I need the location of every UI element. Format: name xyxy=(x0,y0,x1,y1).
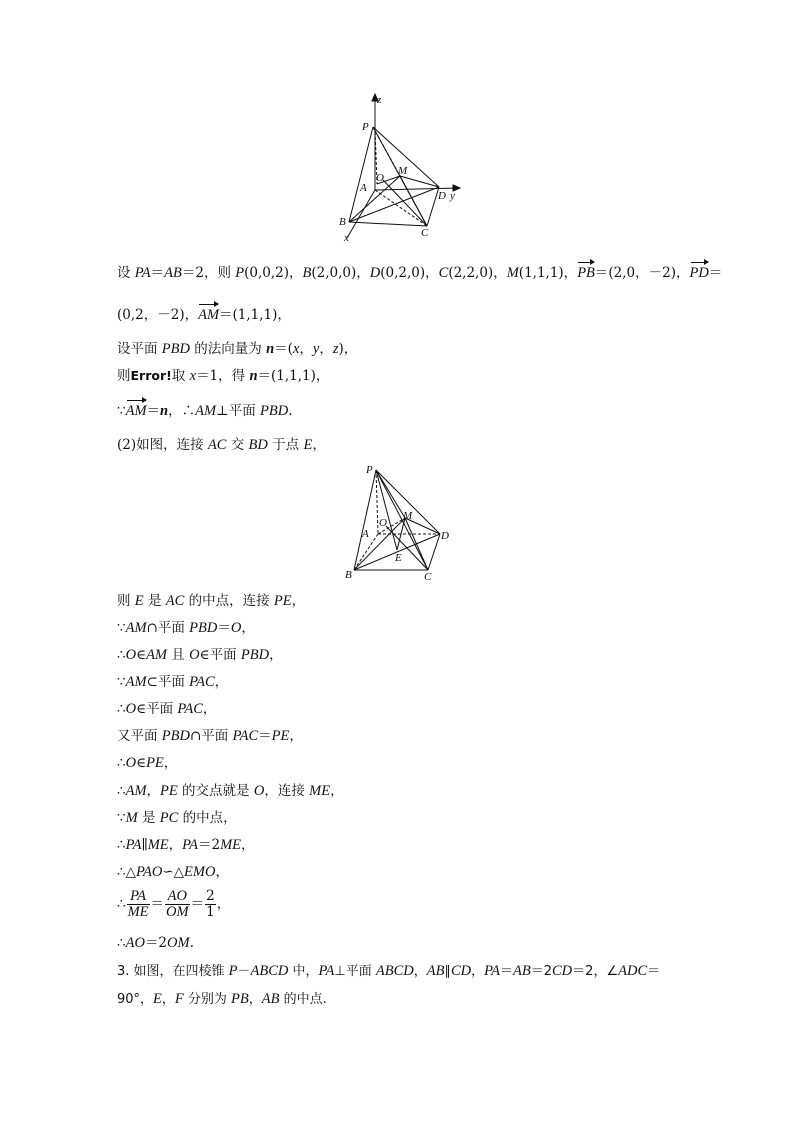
label-A: A xyxy=(362,528,369,540)
label-O: O xyxy=(376,172,384,184)
pyramid-figure-2 xyxy=(340,462,455,584)
text-line-16: ∴PA∥ME，PA＝2ME， xyxy=(117,837,255,853)
text-line-2: (0,2，－2)，AM＝(1,1,1)， xyxy=(117,307,291,323)
label-P: P xyxy=(362,121,369,133)
text-line-14: ∴AM，PE 的交点就是 O，连接 ME， xyxy=(117,783,344,799)
vector-AM: AM xyxy=(198,307,220,323)
label-D: D xyxy=(438,190,446,202)
text-line-6: (2)如图，连接 AC 交 BD 于点 E， xyxy=(117,437,326,453)
label-E: E xyxy=(395,552,402,564)
vector-PB: PB xyxy=(577,265,595,281)
fraction-2-1: $\frac{2}{1}$ xyxy=(206,888,215,920)
label-C: C xyxy=(421,227,429,239)
label-z: z xyxy=(377,94,382,106)
problem-3-line-1: 3. 如图，在四棱锥 P－ABCD 中，PA⊥平面 ABCD，AB∥CD，PA＝AB＝2CD＝2，∠ADC＝ xyxy=(117,963,661,979)
label-M: M xyxy=(403,510,413,522)
label-C: C xyxy=(424,571,432,583)
text-line-18-fraction: ∴ $\frac{PA}{ME}$ ＝ $\frac{AO}{OM}$ ＝ $\frac{2}{1}$ ， xyxy=(117,888,231,920)
text-line-15: ∵M 是 PC 的中点， xyxy=(117,810,237,826)
text-line-17: ∴△PAO∽△EMO， xyxy=(117,864,229,880)
label-P: P xyxy=(366,464,373,476)
label-D: D xyxy=(441,530,449,542)
label-B: B xyxy=(345,569,352,581)
text-line-4: 则Error!取 x＝1，得 n＝(1,1,1)， xyxy=(117,368,330,384)
text-line-12: 又平面 PBD∩平面 PAC＝PE， xyxy=(117,728,303,744)
text-line-11: ∴O∈平面 PAC， xyxy=(117,701,217,717)
text-line-8: ∵AM∩平面 PBD＝O， xyxy=(117,620,255,636)
fraction-AO-OM: $\frac{AO}{OM}$ xyxy=(166,888,189,920)
label-x: x xyxy=(344,232,349,244)
label-O: O xyxy=(379,517,387,529)
text-line-10: ∵AM⊂平面 PAC， xyxy=(117,674,229,690)
pyramid-figure-coordinates xyxy=(335,92,465,244)
vector-PD: PD xyxy=(689,265,709,281)
text-line-19: ∴AO＝2OM. xyxy=(117,935,194,951)
text-line-1: 设 PA＝AB＝2，则 P(0,0,2)，B(2,0,0)，D(0,2,0)，C(2,2,0)，M(1,1,1)，PB＝(2,0，－2)，PD＝ xyxy=(117,265,723,281)
problem-3-line-2: 90°，E，F 分别为 PB，AB 的中点. xyxy=(117,991,327,1007)
text-line-9: ∴O∈AM 且 O∈平面 PBD， xyxy=(117,647,283,663)
y-axis xyxy=(375,188,459,190)
label-y: y xyxy=(450,190,455,202)
text-line-13: ∴O∈PE， xyxy=(117,755,178,771)
label-B: B xyxy=(339,216,346,228)
text-line-5: ∵AM＝n，∴AM⊥平面 PBD. xyxy=(117,403,293,419)
text-line-3: 设平面 PBD 的法向量为 n＝(x，y，z)， xyxy=(117,341,358,357)
text-line-7: 则 E 是 AC 的中点，连接 PE， xyxy=(117,593,306,609)
label-A: A xyxy=(360,182,367,194)
fraction-PA-ME: $\frac{PA}{ME}$ xyxy=(127,888,149,920)
label-M: M xyxy=(398,165,408,177)
